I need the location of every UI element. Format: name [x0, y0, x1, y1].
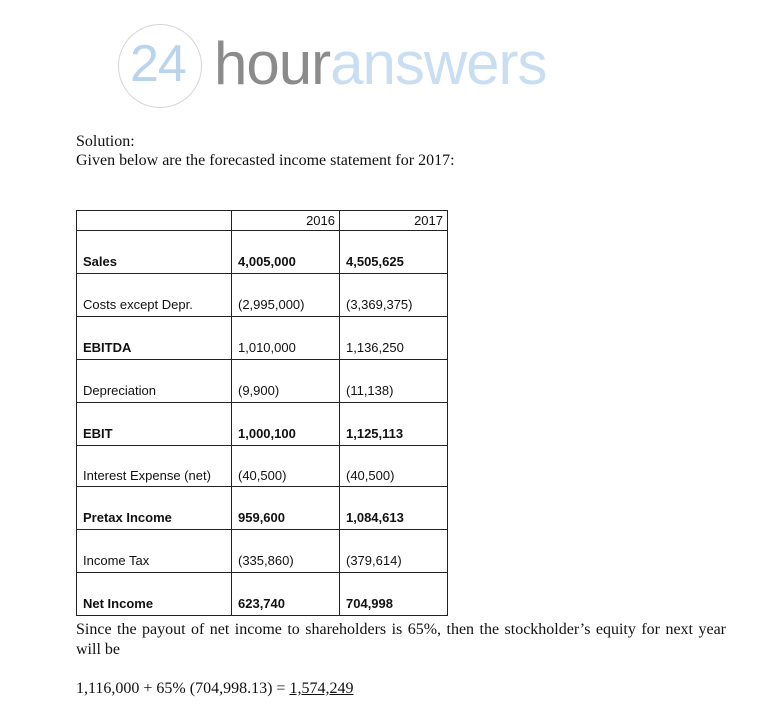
value-2017: (379,614) — [340, 530, 448, 573]
logo-word-answers: answers — [330, 30, 547, 97]
formula-expression: 1,116,000 + 65% (704,998.13) = — [76, 680, 290, 697]
value-2017: (11,138) — [340, 360, 448, 403]
value-2016: 623,740 — [232, 573, 340, 616]
logo-number: 24 — [130, 35, 186, 93]
row-label: Costs except Depr. — [77, 274, 232, 317]
value-2016: (40,500) — [232, 446, 340, 487]
value-2016: (2,995,000) — [232, 274, 340, 317]
solution-label: Solution: — [76, 133, 135, 150]
row-label: Net Income — [77, 573, 232, 616]
value-2016: 959,600 — [232, 487, 340, 530]
income-statement-table — [76, 210, 448, 616]
value-2017: (3,369,375) — [340, 274, 448, 317]
value-2017: 4,505,625 — [340, 231, 448, 274]
header-label-cell — [77, 211, 232, 231]
value-2016: 4,005,000 — [232, 231, 340, 274]
table-row — [77, 317, 448, 360]
table-row — [77, 573, 448, 616]
row-label: Interest Expense (net) — [77, 446, 232, 487]
value-2017: 704,998 — [340, 573, 448, 616]
table-row — [77, 231, 448, 274]
equity-formula — [76, 679, 353, 699]
value-2016: 1,000,100 — [232, 403, 340, 446]
logo-wordmark — [214, 30, 547, 97]
table-row — [77, 360, 448, 403]
row-label: Pretax Income — [77, 487, 232, 530]
formula-result: 1,574,249 — [289, 680, 354, 697]
value-2016: (9,900) — [232, 360, 340, 403]
value-2017: 1,125,113 — [340, 403, 448, 446]
logo-word-hour: hour — [214, 30, 331, 97]
table-row — [77, 446, 448, 487]
value-2017: (40,500) — [340, 446, 448, 487]
intro-text: Given below are the forecasted income statement for 2017: — [76, 152, 455, 169]
row-label: EBITDA — [77, 317, 232, 360]
table-header-row — [77, 211, 448, 231]
value-2017: 1,084,613 — [340, 487, 448, 530]
row-label: Depreciation — [77, 360, 232, 403]
row-label: Sales — [77, 231, 232, 274]
value-2016: 1,010,000 — [232, 317, 340, 360]
table-row — [77, 530, 448, 573]
row-label: Income Tax — [77, 530, 232, 573]
header-2017: 2017 — [340, 211, 448, 231]
payout-paragraph: Since the payout of net income to shareholders is 65%, then the stockholder’s equity for next year will be — [76, 621, 726, 658]
row-label: EBIT — [77, 403, 232, 446]
table-row — [77, 274, 448, 317]
table-row — [77, 403, 448, 446]
table-row — [77, 487, 448, 530]
header-2016: 2016 — [232, 211, 340, 231]
value-2017: 1,136,250 — [340, 317, 448, 360]
value-2016: (335,860) — [232, 530, 340, 573]
